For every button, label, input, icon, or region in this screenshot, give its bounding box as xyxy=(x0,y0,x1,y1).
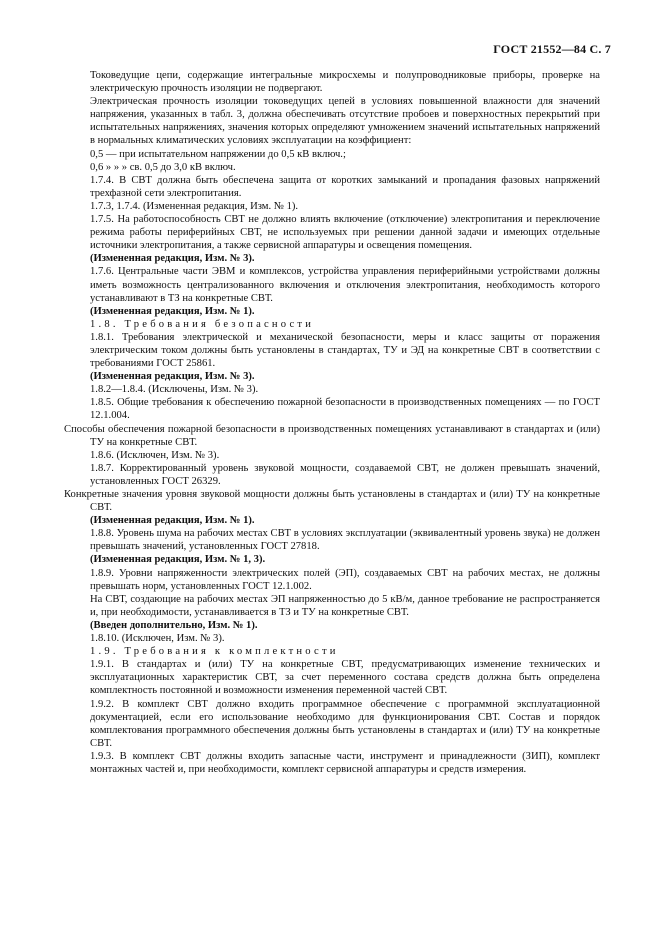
paragraph: 1.8.8. Уровень шума на рабочих местах СВТ в условиях эксплуатации (эквивалентный уровень звука) не должен превышать значений, установленных ГОСТ 27818. xyxy=(90,528,600,553)
paragraph: 0,6 » » » св. 0,5 до 3,0 кВ включ. xyxy=(90,161,236,173)
amendment-note: (Измененная редакция, Изм. № 1, 3). xyxy=(90,554,266,566)
paragraph: 1.8.6. (Исключен, Изм. № 3). xyxy=(90,449,220,461)
paragraph: Электрическая прочность изоляции токоведущих цепей в условиях повышенной влажности для значений напряжения, указанных в табл. 3, должна обеспечивать отсутствие пробоев и поверхностных перекрытий при испытательных напряжениях, значения которых определяют умножением значений испытательных напряжений в нормальных климатических условиях эксплуатации на коэффициент: xyxy=(90,96,600,147)
paragraph: 1.9.2. В комплект СВТ должно входить программное обеспечение с программной эксплуатационной документацией, если его использование необходимо для функционирования СВТ. Состав и порядок комплектования программного обеспечения должны быть установлены в стандартах и (или) ТУ на конкретные СВТ. xyxy=(90,698,600,749)
paragraph: 1.8.7. Корректированный уровень звуковой мощности, создаваемой СВТ, не должен превышать значений, установленных ГОСТ 26329. xyxy=(90,462,600,487)
paragraph: 1.7.3, 1.7.4. (Измененная редакция, Изм. № 1). xyxy=(90,200,299,212)
paragraph: 1.8.1. Требования электрической и механической безопасности, меры и класс защиты от поражения электрическим током должны быть установлены в стандартах, ТУ и ЭД на конкретные СВТ в соответствии с требованиями ГОСТ 25861. xyxy=(90,331,600,370)
paragraph: Способы обеспечения пожарной безопасности в производственных помещениях устанавливают в стандартах и (или) ТУ на конкретные СВТ. xyxy=(64,423,600,448)
amendment-note: (Измененная редакция, Изм. № 1). xyxy=(90,515,255,527)
paragraph: 1.8.5. Общие требования к обеспечению пожарной безопасности в производственных помещениях — по ГОСТ 12.1.004. xyxy=(90,397,600,422)
amendment-note: (Введен дополнительно, Изм. № 1). xyxy=(90,619,258,631)
paragraph: 1.8.2—1.8.4. (Исключены, Изм. № 3). xyxy=(90,384,259,396)
paragraph: 1.7.4. В СВТ должна быть обеспечена защита от коротких замыканий и пропадания фазовых напряжений трехфазной сети электропитания. xyxy=(90,174,600,199)
section-heading: 1.8. Требования безопасности xyxy=(90,318,315,330)
paragraph: 0,5 — при испытательном напряжении до 0,5 кВ включ.; xyxy=(90,148,346,160)
paragraph: 1.7.6. Центральные части ЭВМ и комплексов, устройства управления периферийными устройствами должны иметь возможность централизованного включения и отключения электропитания, необходимость которого устанавливают в ТЗ на конкретные СВТ. xyxy=(90,266,600,304)
page-header: ГОСТ 21552—84 С. 7 xyxy=(493,42,611,56)
paragraph: 1.8.9. Уровни напряженности электрических полей (ЭП), создаваемых СВТ на рабочих местах, не должны превышать норм, установленных ГОСТ 12.1.002. xyxy=(90,567,600,592)
section-heading: 1.9. Требования к комплектности xyxy=(90,646,339,658)
paragraph: Токоведущие цепи, содержащие интегральные микросхемы и полупроводниковые приборы, проверке на электрическую прочность изоляции не подвергают. xyxy=(90,70,600,95)
amendment-note: (Измененная редакция, Изм. № 3). xyxy=(90,253,255,265)
amendment-note: (Измененная редакция, Изм. № 3). xyxy=(90,371,255,383)
amendment-note: (Измененная редакция, Изм. № 1). xyxy=(90,305,255,317)
paragraph: 1.9.3. В комплект СВТ должны входить запасные части, инструмент и принадлежности (ЗИП), комплект монтажных частей и, при необходимости, комплект сервисной аппаратуры и средств измерения. xyxy=(90,750,600,775)
paragraph: На СВТ, создающие на рабочих местах ЭП напряженностью до 5 кВ/м, данное требование не распространяется и, при необходимости, устанавливается в ТЗ и ТУ на конкретные СВТ. xyxy=(90,593,600,618)
paragraph: Конкретные значения уровня звуковой мощности должны быть установлены в стандартах и (или) ТУ на конкретные СВТ. xyxy=(64,489,600,514)
paragraph: 1.7.5. На работоспособность СВТ не должно влиять включение (отключение) электропитания и переключение режима работы периферийных СВТ, не используемых при решении данной задачи и имеющих отдельные источники электропитания, а также сервисной аппаратуры и освещения помещения. xyxy=(90,214,600,252)
paragraph: 1.8.10. (Исключен, Изм. № 3). xyxy=(90,633,225,645)
paragraph: 1.9.1. В стандартах и (или) ТУ на конкретные СВТ, предусматривающих изменение технических и эксплуатационных характеристик СВТ, за счет переменного состава средств должна быть определена комплектность постоянной и возможности изменения переменной частей СВТ. xyxy=(90,659,600,697)
document-body xyxy=(64,69,600,776)
